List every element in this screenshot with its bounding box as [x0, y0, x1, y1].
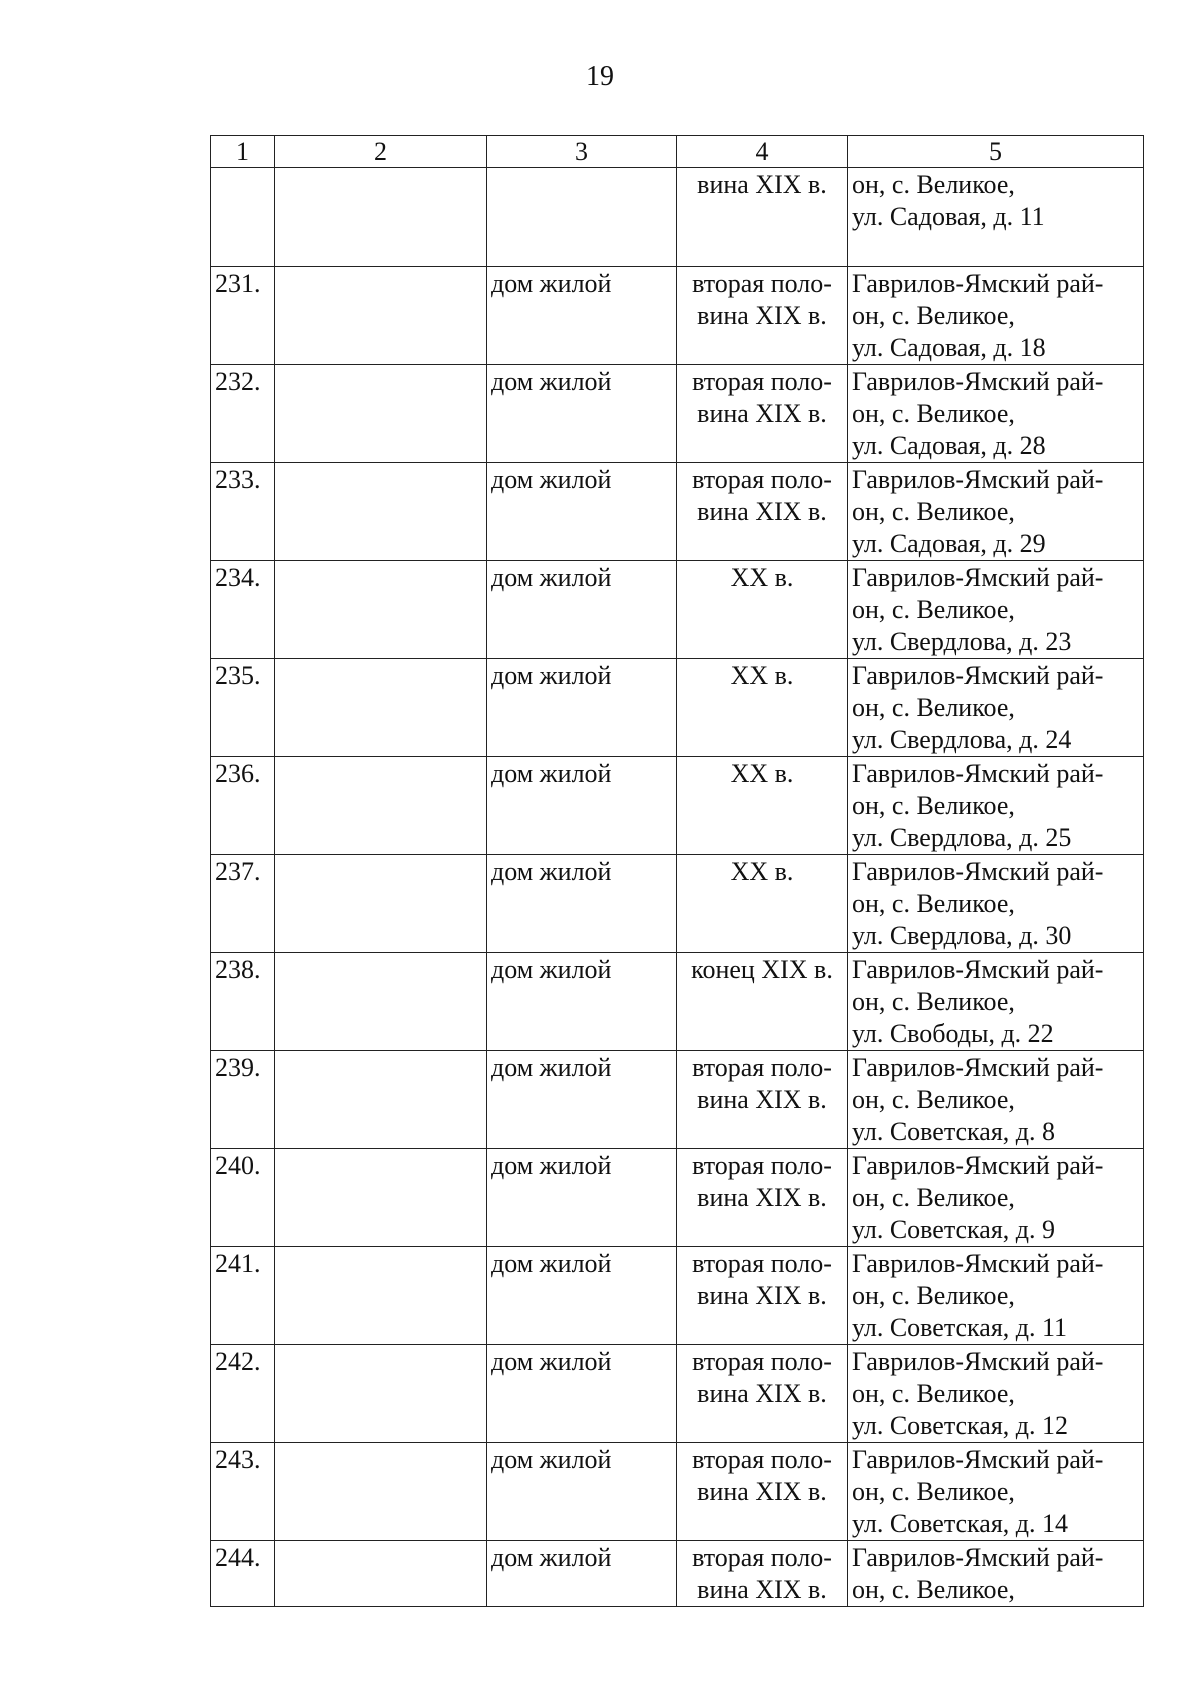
cell-address-line: ул. Свободы, д. 22: [852, 1019, 1054, 1048]
column-header-number: 1: [211, 136, 275, 168]
cell-address-line: ул. Свердлова, д. 24: [852, 725, 1072, 754]
cell-dating: [677, 1345, 848, 1443]
table-row: [211, 365, 1144, 463]
cell-number: 243.: [211, 1443, 275, 1541]
cell-address-line: Гаврилов-Ямский рай-: [852, 269, 1104, 298]
cell-dating-line: вторая поло-: [692, 1445, 832, 1474]
cell-address-line: ул. Свердлова, д. 23: [852, 627, 1072, 656]
table-header-row: [211, 136, 1144, 168]
cell-address-line: он, с. Великое,: [852, 301, 1015, 330]
cell-address: [848, 1345, 1144, 1443]
cell-address-line: он, с. Великое,: [852, 1477, 1015, 1506]
cell-address-line: ул. Советская, д. 11: [852, 1313, 1068, 1342]
cell-address-line: ул. Советская, д. 14: [852, 1509, 1069, 1538]
cell-address-line: Гаврилов-Ямский рай-: [852, 1151, 1104, 1180]
cell-dating-line: вторая поло-: [692, 465, 832, 494]
cell-address-line: он, с. Великое,: [852, 987, 1015, 1016]
cell-address: [848, 463, 1144, 561]
cell-number: 241.: [211, 1247, 275, 1345]
cell-object-type: дом жилой: [487, 1149, 677, 1247]
cell-dating: [677, 365, 848, 463]
cell-dating: [677, 1443, 848, 1541]
cell-address-line: он, с. Великое,: [852, 889, 1015, 918]
column-header-address: 5: [848, 136, 1144, 168]
cell-object-type: дом жилой: [487, 1541, 677, 1607]
cell-dating-line: XX в.: [730, 759, 794, 788]
cell-address-line: ул. Свердлова, д. 30: [852, 921, 1072, 950]
cell-name: [275, 855, 487, 953]
cell-dating-line: вина XIX в.: [697, 1379, 827, 1408]
cell-dating-line: вина XIX в.: [697, 1477, 827, 1506]
cell-address-line: он, с. Великое,: [852, 791, 1015, 820]
cell-dating: [677, 1541, 848, 1607]
cell-address: [848, 953, 1144, 1051]
cell-address-line: Гаврилов-Ямский рай-: [852, 563, 1104, 592]
table-row: [211, 1345, 1144, 1443]
cell-name: [275, 561, 487, 659]
heritage-objects-table: [210, 135, 1144, 1607]
cell-dating: [677, 463, 848, 561]
cell-address: [848, 1149, 1144, 1247]
cell-address-line: Гаврилов-Ямский рай-: [852, 955, 1104, 984]
cell-dating-line: вина XIX в.: [697, 1183, 827, 1212]
cell-address-line: ул. Советская, д. 12: [852, 1411, 1069, 1440]
table-row: [211, 561, 1144, 659]
table-row: [211, 1247, 1144, 1345]
cell-dating-line: вторая поло-: [692, 1347, 832, 1376]
cell-object-type: [487, 168, 677, 267]
cell-object-type: дом жилой: [487, 1345, 677, 1443]
cell-address-line: Гаврилов-Ямский рай-: [852, 857, 1104, 886]
cell-address-line: он, с. Великое,: [852, 170, 1015, 199]
page-number: 19: [586, 61, 614, 92]
cell-object-type: дом жилой: [487, 855, 677, 953]
cell-address: [848, 757, 1144, 855]
cell-number: 233.: [211, 463, 275, 561]
cell-object-type: дом жилой: [487, 365, 677, 463]
cell-address-line: Гаврилов-Ямский рай-: [852, 1249, 1104, 1278]
cell-dating: [677, 168, 848, 267]
cell-address: [848, 1541, 1144, 1607]
cell-dating-line: вина XIX в.: [697, 399, 827, 428]
cell-number: 235.: [211, 659, 275, 757]
cell-name: [275, 1541, 487, 1607]
cell-name: [275, 1345, 487, 1443]
cell-object-type: дом жилой: [487, 659, 677, 757]
cell-address: [848, 659, 1144, 757]
cell-dating-line: вина XIX в.: [697, 1575, 827, 1604]
cell-address-line: ул. Садовая, д. 28: [852, 431, 1046, 460]
cell-name: [275, 1149, 487, 1247]
cell-number: 238.: [211, 953, 275, 1051]
cell-address-line: ул. Садовая, д. 18: [852, 333, 1046, 362]
cell-address-line: Гаврилов-Ямский рай-: [852, 1053, 1104, 1082]
cell-dating-line: вина XIX в.: [697, 1281, 827, 1310]
cell-name: [275, 659, 487, 757]
cell-address-line: ул. Свердлова, д. 25: [852, 823, 1072, 852]
cell-address-line: Гаврилов-Ямский рай-: [852, 367, 1104, 396]
cell-number: [211, 168, 275, 267]
cell-name: [275, 757, 487, 855]
cell-name: [275, 953, 487, 1051]
cell-address-line: ул. Садовая, д. 11: [852, 202, 1045, 231]
table-row: [211, 757, 1144, 855]
cell-address-line: ул. Садовая, д. 29: [852, 529, 1046, 558]
cell-number: 232.: [211, 365, 275, 463]
cell-dating-line: вторая поло-: [692, 1053, 832, 1082]
cell-number: 240.: [211, 1149, 275, 1247]
cell-name: [275, 1247, 487, 1345]
cell-address-line: ул. Советская, д. 8: [852, 1117, 1056, 1146]
table-row: [211, 1541, 1144, 1607]
table-row: [211, 168, 1144, 267]
cell-dating: [677, 953, 848, 1051]
cell-address-line: Гаврилов-Ямский рай-: [852, 661, 1104, 690]
cell-number: 231.: [211, 267, 275, 365]
cell-number: 234.: [211, 561, 275, 659]
cell-dating: [677, 659, 848, 757]
cell-object-type: дом жилой: [487, 561, 677, 659]
cell-address-line: он, с. Великое,: [852, 1575, 1015, 1604]
cell-address: [848, 1247, 1144, 1345]
cell-address-line: Гаврилов-Ямский рай-: [852, 465, 1104, 494]
cell-address-line: Гаврилов-Ямский рай-: [852, 1543, 1104, 1572]
cell-dating: [677, 1247, 848, 1345]
cell-address-line: Гаврилов-Ямский рай-: [852, 759, 1104, 788]
cell-dating-line: XX в.: [730, 563, 794, 592]
cell-address: [848, 168, 1144, 267]
cell-address: [848, 855, 1144, 953]
column-header-name: 2: [275, 136, 487, 168]
cell-name: [275, 1443, 487, 1541]
cell-number: 242.: [211, 1345, 275, 1443]
cell-number: 236.: [211, 757, 275, 855]
cell-name: [275, 365, 487, 463]
column-header-type: 3: [487, 136, 677, 168]
cell-address-line: он, с. Великое,: [852, 1281, 1015, 1310]
table-row: [211, 1051, 1144, 1149]
cell-object-type: дом жилой: [487, 757, 677, 855]
cell-object-type: дом жилой: [487, 1051, 677, 1149]
table-row: [211, 659, 1144, 757]
table-row: [211, 1443, 1144, 1541]
cell-dating-line: вторая поло-: [692, 1543, 832, 1572]
cell-name: [275, 168, 487, 267]
cell-number: 244.: [211, 1541, 275, 1607]
cell-address: [848, 1443, 1144, 1541]
cell-number: 237.: [211, 855, 275, 953]
cell-address-line: он, с. Великое,: [852, 497, 1015, 526]
cell-name: [275, 1051, 487, 1149]
cell-address: [848, 365, 1144, 463]
cell-dating-line: вторая поло-: [692, 367, 832, 396]
cell-dating-line: вина XIX в.: [697, 301, 827, 330]
cell-dating-line: вина XIX в.: [697, 1085, 827, 1114]
cell-address-line: он, с. Великое,: [852, 1183, 1015, 1212]
cell-object-type: дом жилой: [487, 463, 677, 561]
column-header-date: 4: [677, 136, 848, 168]
cell-object-type: дом жилой: [487, 1443, 677, 1541]
cell-name: [275, 463, 487, 561]
cell-dating-line: вина XIX в.: [697, 170, 827, 199]
cell-address-line: он, с. Великое,: [852, 399, 1015, 428]
cell-address-line: он, с. Великое,: [852, 1085, 1015, 1114]
cell-dating-line: XX в.: [730, 661, 794, 690]
table-row: [211, 1149, 1144, 1247]
table-row: [211, 953, 1144, 1051]
cell-number: 239.: [211, 1051, 275, 1149]
cell-dating: [677, 561, 848, 659]
cell-dating: [677, 757, 848, 855]
cell-address-line: ул. Советская, д. 9: [852, 1215, 1056, 1244]
cell-address: [848, 1051, 1144, 1149]
cell-address: [848, 561, 1144, 659]
cell-dating-line: XX в.: [730, 857, 794, 886]
cell-dating: [677, 855, 848, 953]
cell-dating-line: вина XIX в.: [697, 497, 827, 526]
cell-name: [275, 267, 487, 365]
cell-address-line: он, с. Великое,: [852, 693, 1015, 722]
cell-address-line: он, с. Великое,: [852, 595, 1015, 624]
cell-dating-line: вторая поло-: [692, 1151, 832, 1180]
table-row: [211, 267, 1144, 365]
cell-dating-line: вторая поло-: [692, 269, 832, 298]
cell-address: [848, 267, 1144, 365]
cell-address-line: Гаврилов-Ямский рай-: [852, 1347, 1104, 1376]
cell-dating: [677, 1149, 848, 1247]
cell-address-line: Гаврилов-Ямский рай-: [852, 1445, 1104, 1474]
cell-dating: [677, 267, 848, 365]
cell-object-type: дом жилой: [487, 1247, 677, 1345]
cell-dating-line: конец XIX в.: [691, 955, 833, 984]
cell-object-type: дом жилой: [487, 953, 677, 1051]
cell-dating-line: вторая поло-: [692, 1249, 832, 1278]
table-row: [211, 463, 1144, 561]
cell-address-line: он, с. Великое,: [852, 1379, 1015, 1408]
table-row: [211, 855, 1144, 953]
cell-object-type: дом жилой: [487, 267, 677, 365]
table-body: [211, 168, 1144, 1607]
cell-dating: [677, 1051, 848, 1149]
